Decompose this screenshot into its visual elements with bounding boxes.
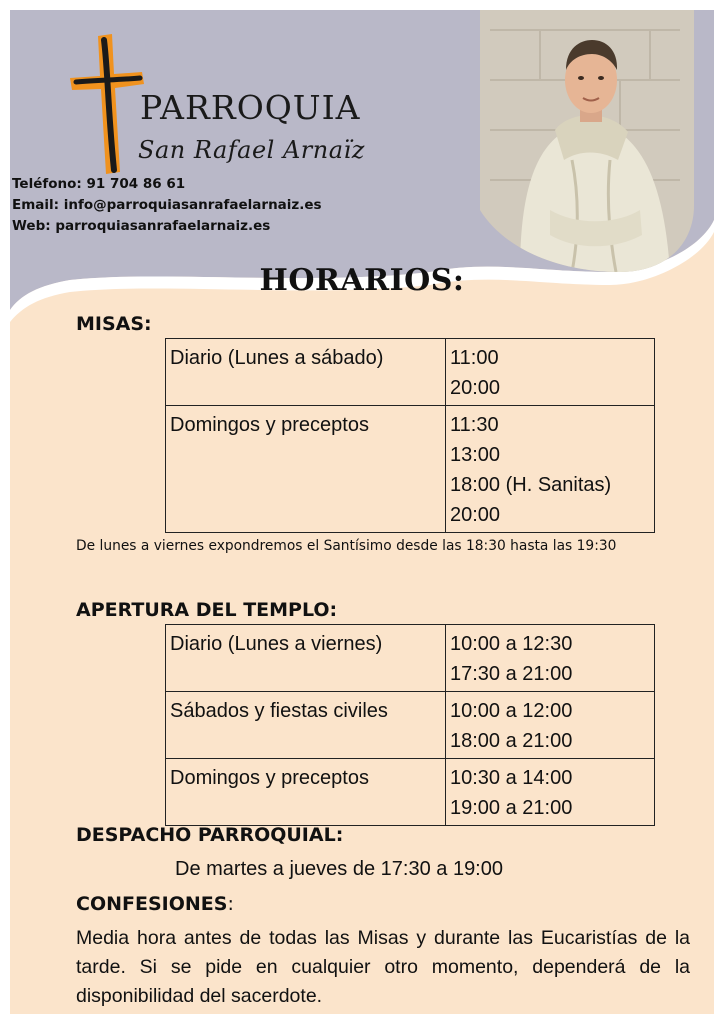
logo-title: PARROQUIA: [140, 88, 361, 127]
table-row: [166, 406, 655, 533]
schedule-time: 19:00 a 21:00: [450, 797, 573, 819]
parish-logo: [68, 32, 368, 192]
schedule-day: Sábados y fiestas civiles: [166, 692, 446, 759]
schedule-day: Domingos y preceptos: [166, 759, 446, 826]
schedule-time: 20:00: [450, 504, 501, 526]
schedule-time: 17:30 a 21:00: [450, 663, 573, 685]
schedule-times: [446, 625, 655, 692]
misas-note: De lunes a viernes expondremos el Santísimo desde las 18:30 hasta las 19:30: [76, 538, 617, 554]
misas-table: [165, 338, 655, 533]
schedule-day: Diario (Lunes a sábado): [166, 339, 446, 406]
schedule-time: 18:00 a 21:00: [450, 730, 573, 752]
contact-info: [12, 174, 322, 237]
poster: [10, 10, 714, 1014]
contact-phone: Teléfono: 91 704 86 61: [12, 176, 186, 192]
schedule-time: 18:00 (H. Sanitas): [450, 474, 612, 496]
schedule-day: Domingos y preceptos: [166, 406, 446, 533]
table-row: [166, 339, 655, 406]
schedule-time: 10:30 a 14:00: [450, 767, 573, 789]
apertura-heading: APERTURA DEL TEMPLO:: [76, 599, 338, 621]
schedule-day: Diario (Lunes a viernes): [166, 625, 446, 692]
schedule-times: [446, 406, 655, 533]
confesiones-text: Media hora antes de todas las Misas y durante las Eucaristías de la tarde. Si se pide en cualquier otro momento, dependerá de la disponibilidad del sacerdote.: [76, 927, 690, 1007]
table-row: [166, 625, 655, 692]
apertura-table: [165, 624, 655, 826]
schedule-times: [446, 759, 655, 826]
schedule-time: 10:00 a 12:30: [450, 633, 573, 655]
table-row: [166, 759, 655, 826]
schedule-time: 11:00: [450, 347, 499, 369]
schedule-time: 10:00 a 12:00: [450, 700, 573, 722]
contact-web: Web: parroquiasanrafaelarnaiz.es: [12, 218, 271, 234]
cross-icon: [68, 32, 148, 182]
confesiones-heading-label: CONFESIONES: [76, 893, 228, 915]
table-row: [166, 692, 655, 759]
despacho-heading: DESPACHO PARROQUIAL:: [76, 824, 344, 846]
contact-email: Email: info@parroquiasanrafaelarnaiz.es: [12, 197, 322, 213]
page-title: HORARIOS:: [259, 263, 465, 298]
confesiones-heading: [76, 893, 234, 915]
saint-portrait: [480, 10, 694, 272]
schedule-time: 13:00: [450, 444, 501, 466]
schedule-time: 20:00: [450, 377, 501, 399]
despacho-text: De martes a jueves de 17:30 a 19:00: [175, 858, 503, 880]
schedule-times: [446, 339, 655, 406]
schedule-times: [446, 692, 655, 759]
logo-subtitle: San Rafael Arnaïz: [138, 136, 365, 164]
misas-heading: MISAS:: [76, 313, 152, 335]
confesiones-heading-colon: :: [227, 893, 234, 915]
schedule-time: 11:30: [450, 414, 499, 436]
